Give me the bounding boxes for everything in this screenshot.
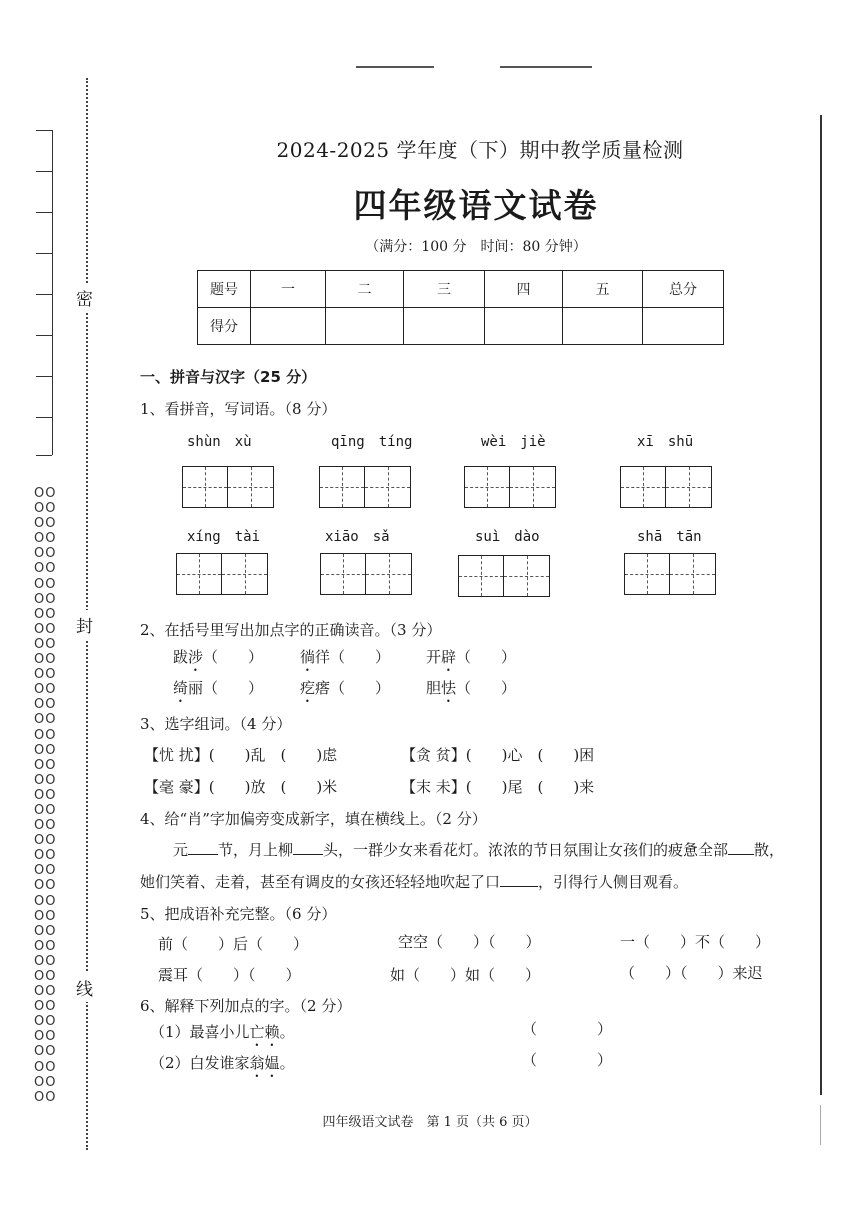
word-choice-row: 【忧 扰】( )乱 ( )虑 xyxy=(144,746,338,764)
binding-circle-row: OO xyxy=(34,878,57,894)
question-4-title: 4、给“肖”字加偏旁变成新字，填在横线上。（2 分） xyxy=(140,810,487,828)
dotted-char: 怯 xyxy=(441,679,457,697)
question-5-title: 5、把成语补充完整。（6 分） xyxy=(140,905,337,923)
score-table-score-row xyxy=(198,308,724,345)
idiom-item[interactable]: 前（ ）后（ ） xyxy=(158,935,309,953)
score-input-cell[interactable] xyxy=(404,308,485,345)
field-tick xyxy=(36,335,52,336)
binding-circle-row: OO xyxy=(34,486,57,501)
binding-circle-row: OO xyxy=(34,772,57,788)
binding-circle-row: OO xyxy=(34,863,57,879)
field-tick xyxy=(36,294,52,295)
writing-grid[interactable] xyxy=(319,466,411,508)
binding-circle-row: OO xyxy=(34,923,57,939)
dotted-char: 绮 xyxy=(173,679,189,697)
binding-circle-row: OO xyxy=(34,591,57,607)
fill-paragraph-line-1 xyxy=(173,839,784,860)
idiom-item[interactable]: 空空（ ）（ ） xyxy=(398,933,541,951)
word-choice-row: 【末 未】( )尾 ( )来 xyxy=(401,778,595,796)
score-table-cell: 四 xyxy=(485,271,563,308)
score-input-cell[interactable] xyxy=(563,308,643,345)
dotted-char: 辟 xyxy=(441,648,457,666)
binding-circle-row: OO xyxy=(34,984,57,1000)
binding-circle-row: OO xyxy=(34,636,57,652)
question-1-title: 1、看拼音，写词语。（8 分） xyxy=(140,400,337,418)
binding-circle-row: OO xyxy=(34,848,57,864)
writing-grid[interactable] xyxy=(620,466,712,508)
binding-circle-row: OO xyxy=(34,712,57,728)
reading-item xyxy=(426,677,516,706)
binding-circle-row: OO xyxy=(34,697,57,713)
binding-circle-row: OO xyxy=(34,757,57,773)
binding-circle-row: OO xyxy=(34,1044,57,1060)
field-tick xyxy=(36,171,52,172)
binding-circle-row: OO xyxy=(34,1059,57,1075)
fill-blank[interactable] xyxy=(728,840,754,855)
reading-char: 徉 xyxy=(315,648,331,666)
fill-paragraph-line-2 xyxy=(140,871,688,892)
binding-circle-row: OO xyxy=(34,621,57,637)
reading-item xyxy=(173,677,263,706)
binding-circle-row: OO xyxy=(34,969,57,984)
question-3-title: 3、选字组词。（4 分） xyxy=(140,715,292,733)
text: ，引得行人侧目观看。 xyxy=(538,873,689,891)
dotted-char: 翁媪 xyxy=(249,1054,280,1072)
fill-blank[interactable] xyxy=(188,840,218,855)
pinyin-label: wèi jiè xyxy=(481,434,546,450)
binding-circle-row: OO xyxy=(34,652,57,668)
field-tick xyxy=(36,376,52,377)
text: 她们笑着、走着，甚至有调皮的女孩还轻轻地吹起了口 xyxy=(140,873,501,891)
reading-item xyxy=(300,677,390,706)
score-input-cell[interactable] xyxy=(485,308,563,345)
field-tick xyxy=(36,130,52,131)
text: 节，月上柳 xyxy=(218,841,294,859)
word-choice-row: 【贪 贫】( )心 ( )困 xyxy=(401,746,595,764)
idiom-item[interactable]: （ ）（ ）来迟 xyxy=(620,964,763,982)
reading-char: 胆 xyxy=(426,679,442,697)
score-table-cell: 五 xyxy=(563,271,643,308)
exam-title: 四年级语文试卷 xyxy=(353,186,599,225)
answer-paren[interactable]: （ ） xyxy=(522,1020,613,1038)
pinyin-label: suì dào xyxy=(475,529,540,545)
seal-char-mi: 密 xyxy=(76,283,93,312)
binding-circle-row: OO xyxy=(34,561,57,577)
binding-circle-row: OO xyxy=(34,787,57,803)
text: 头，一群少女来看花灯。浓浓的节日氛围让女孩们的疲惫全部 xyxy=(323,841,729,859)
score-input-cell[interactable] xyxy=(643,308,724,345)
answer-paren[interactable]: （ ） xyxy=(203,679,264,697)
exam-subtitle: 2024-2025 学年度（下）期中教学质量检测 xyxy=(276,138,684,162)
binding-circle-row: OO xyxy=(34,1089,57,1105)
question-6-title: 6、解释下列加点的字。（2 分） xyxy=(140,997,352,1015)
name-field-box xyxy=(52,130,53,455)
text: 元 xyxy=(173,841,189,859)
binding-circle-row: OO xyxy=(34,893,57,909)
binding-circle-row: OO xyxy=(34,802,57,818)
field-tick xyxy=(36,417,52,418)
answer-paren[interactable]: （ ） xyxy=(456,648,517,666)
writing-grid[interactable] xyxy=(624,553,716,595)
binding-circle-row: OO xyxy=(34,516,57,532)
dotted-char: 亡赖 xyxy=(249,1023,280,1041)
binding-circles xyxy=(34,486,64,1105)
pinyin-label: shùn xù xyxy=(187,434,252,450)
binding-circle-row: OO xyxy=(34,1014,57,1030)
reading-item xyxy=(173,646,263,675)
binding-circle-row: OO xyxy=(34,531,57,547)
reading-char: 丽 xyxy=(188,679,204,697)
pinyin-label: xiāo sǎ xyxy=(325,529,390,545)
score-table-cell: 一 xyxy=(251,271,326,308)
explain-item xyxy=(150,1021,295,1050)
binding-circle-row: OO xyxy=(34,546,57,562)
text: （1）最喜小儿 xyxy=(150,1023,250,1041)
writing-grid[interactable] xyxy=(458,555,550,597)
binding-circle-row: OO xyxy=(34,938,57,954)
binding-circle-row: OO xyxy=(34,682,57,698)
pinyin-label: xíng tài xyxy=(187,529,261,545)
score-table-header-row xyxy=(198,271,724,308)
reading-item xyxy=(426,646,516,675)
text: 。 xyxy=(279,1054,295,1072)
binding-circle-row: OO xyxy=(34,999,57,1015)
top-mark-left xyxy=(356,66,434,68)
binding-circle-row: OO xyxy=(34,742,57,758)
binding-circle-row: OO xyxy=(34,667,57,683)
seal-char-xian: 线 xyxy=(76,973,93,1002)
exam-meta: （满分：100 分 时间：80 分钟） xyxy=(365,239,587,255)
score-table-cell: 二 xyxy=(326,271,404,308)
binding-circle-row: OO xyxy=(34,833,57,849)
answer-paren[interactable]: （ ） xyxy=(203,648,264,666)
writing-grid[interactable] xyxy=(320,553,412,595)
score-row-label: 得分 xyxy=(198,308,251,345)
text: 散， xyxy=(754,841,785,859)
reading-char: 瘩 xyxy=(315,679,331,697)
binding-circle-row: OO xyxy=(34,1074,57,1090)
binding-circle-row: OO xyxy=(34,908,57,924)
word-choice-row: 【毫 豪】( )放 ( )米 xyxy=(144,778,338,796)
answer-paren[interactable]: （ ） xyxy=(522,1051,613,1069)
binding-circle-row: OO xyxy=(34,576,57,592)
dotted-char: 疙 xyxy=(300,679,316,697)
idiom-item[interactable]: 一（ ）不（ ） xyxy=(620,933,771,951)
pinyin-label: qīng tíng xyxy=(331,434,413,450)
idiom-item[interactable]: 如（ ）如（ ） xyxy=(390,966,541,984)
score-input-cell[interactable] xyxy=(251,308,326,345)
pinyin-label: shā tān xyxy=(637,529,702,545)
pinyin-label: xī shū xyxy=(637,434,694,450)
top-mark-right xyxy=(500,66,592,68)
text: （2）白发谁家 xyxy=(150,1054,250,1072)
binding-circle-row: OO xyxy=(34,818,57,834)
section-heading: 一、拼音与汉字（25 分） xyxy=(140,368,317,386)
dotted-char: 涉 xyxy=(188,648,204,666)
field-tick xyxy=(36,455,52,456)
right-border xyxy=(820,115,822,1095)
fill-blank[interactable] xyxy=(500,872,538,887)
answer-paren[interactable]: （ ） xyxy=(330,679,391,697)
question-2-title: 2、在括号里写出加点字的正确读音。（3 分） xyxy=(140,621,442,639)
binding-circle-row: OO xyxy=(34,1029,57,1045)
score-table-cell: 三 xyxy=(404,271,485,308)
idiom-item[interactable]: 震耳（ ）（ ） xyxy=(158,966,301,984)
binding-circle-row: OO xyxy=(34,606,57,622)
answer-paren[interactable]: （ ） xyxy=(330,648,391,666)
page-footer: 四年级语文试卷 第 1 页（共 6 页） xyxy=(322,1115,538,1130)
fill-blank[interactable] xyxy=(293,840,323,855)
reading-item xyxy=(300,646,390,675)
reading-char: 开 xyxy=(426,648,442,666)
explain-item xyxy=(150,1052,295,1081)
seal-char-feng: 封 xyxy=(76,610,93,639)
score-table-cell: 总分 xyxy=(643,271,724,308)
text: 。 xyxy=(279,1023,295,1041)
reading-char: 跋 xyxy=(173,648,189,666)
writing-grid[interactable] xyxy=(176,553,268,595)
answer-paren[interactable]: （ ） xyxy=(456,679,517,697)
binding-circle-row: OO xyxy=(34,501,57,517)
score-table-cell: 题号 xyxy=(198,271,251,308)
writing-grid[interactable] xyxy=(182,466,274,508)
writing-grid[interactable] xyxy=(464,466,556,508)
binding-circle-row: OO xyxy=(34,953,57,969)
score-input-cell[interactable] xyxy=(326,308,404,345)
dotted-char: 徜 xyxy=(300,648,316,666)
score-table xyxy=(197,270,724,345)
binding-circle-row: OO xyxy=(34,727,57,743)
